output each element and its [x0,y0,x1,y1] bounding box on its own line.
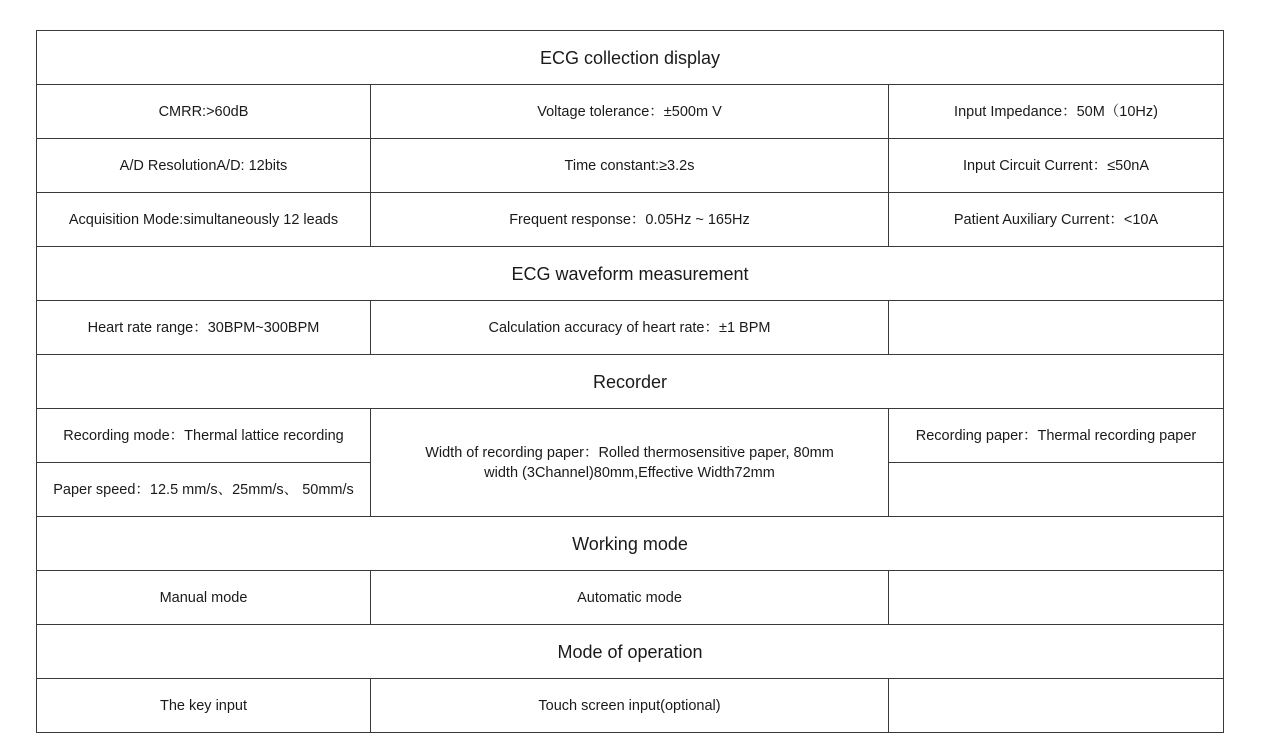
section-title-recorder: Recorder [37,355,1224,409]
ad-resolution-cell: A/D ResolutionA/D: 12bits [37,139,371,193]
table-row [37,301,1224,355]
recording-paper-cell: Recording paper：Thermal recording paper [889,409,1224,463]
section-row-ecg-waveform [37,247,1224,301]
recording-mode-cell: Recording mode：Thermal lattice recording [37,409,371,463]
table-row [37,193,1224,247]
empty-cell [889,571,1224,625]
manual-mode-cell: Manual mode [37,571,371,625]
recording-paper-width-cell: Width of recording paper：Rolled thermosensitive paper, 80mm width (3Channel)80mm,Effective Width72mm [371,409,889,517]
spec-table [36,30,1224,733]
key-input-cell: The key input [37,679,371,733]
paper-speed-cell: Paper speed：12.5 mm/s、25mm/s、 50mm/s [37,463,371,517]
voltage-tolerance-cell: Voltage tolerance：±500m V [371,85,889,139]
input-circuit-current-cell: Input Circuit Current：≤50nA [889,139,1224,193]
touch-screen-input-cell: Touch screen input(optional) [371,679,889,733]
section-row-mode-of-operation [37,625,1224,679]
section-row-recorder [37,355,1224,409]
acquisition-mode-cell: Acquisition Mode:simultaneously 12 leads [37,193,371,247]
section-row-working-mode [37,517,1224,571]
empty-cell [889,463,1224,517]
empty-cell [889,679,1224,733]
section-title-ecg-waveform: ECG waveform measurement [37,247,1224,301]
table-row [37,409,1224,463]
table-row [37,679,1224,733]
section-row-ecg-collection [37,31,1224,85]
time-constant-cell: Time constant:≥3.2s [371,139,889,193]
table-row [37,139,1224,193]
section-title-ecg-collection: ECG collection display [37,31,1224,85]
table-row [37,85,1224,139]
section-title-mode-of-operation: Mode of operation [37,625,1224,679]
frequent-response-cell: Frequent response：0.05Hz ~ 165Hz [371,193,889,247]
table-row [37,571,1224,625]
patient-auxiliary-current-cell: Patient Auxiliary Current：<10A [889,193,1224,247]
automatic-mode-cell: Automatic mode [371,571,889,625]
input-impedance-cell: Input Impedance：50M（10Hz) [889,85,1224,139]
cmrr-cell: CMRR:>60dB [37,85,371,139]
empty-cell [889,301,1224,355]
heart-rate-range-cell: Heart rate range：30BPM~300BPM [37,301,371,355]
calculation-accuracy-cell: Calculation accuracy of heart rate：±1 BPM [371,301,889,355]
section-title-working-mode: Working mode [37,517,1224,571]
